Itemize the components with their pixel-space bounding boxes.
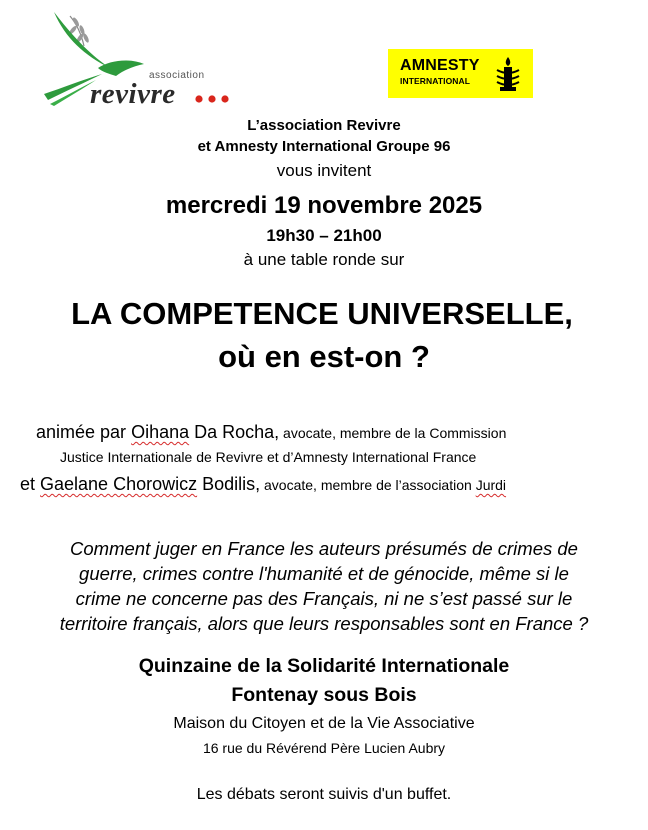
speaker1-first-name: Oihana <box>131 422 190 442</box>
revivre-logo <box>40 8 240 108</box>
question-line-4: territoire français, alors que leurs responsables sont en France ? <box>59 613 589 634</box>
revivre-dots-icon <box>194 94 236 104</box>
question-line-3: crime ne concerne pas des Français, ni ne s’est passé sur le <box>75 588 573 609</box>
speaker-line-1 <box>36 422 506 443</box>
speaker-line-2: Justice Internationale de Revivre et d’Amnesty International France <box>60 449 477 465</box>
speaker2-name: Gaelane Chorowicz <box>40 474 198 494</box>
speaker2-role: avocate, membre de l’association <box>260 477 476 493</box>
question-line-2: guerre, crimes contre l'humanité et de génocide, même si le <box>79 563 569 584</box>
invite-text: vous invitent <box>276 161 372 180</box>
event-date: mercredi 19 novembre 2025 <box>165 192 483 219</box>
round-table-text: à une table ronde sur <box>243 250 405 269</box>
host-line-2: et Amnesty International Groupe 96 <box>197 138 451 155</box>
buffet-note: Les débats seront suivis d'un buffet. <box>196 786 452 803</box>
host-line-1: L’association Revivre <box>247 117 401 134</box>
speaker2-org: Jurdi <box>475 477 507 493</box>
revivre-small-text: association <box>149 70 205 81</box>
speaker1-last-name: Da Rocha, <box>189 422 280 442</box>
event-address: 16 rue du Révérend Père Lucien Aubry <box>202 740 446 756</box>
candle-barbed-wire-icon <box>493 56 523 92</box>
event-time: 19h30 – 21h00 <box>266 226 382 245</box>
and-text: et <box>20 474 41 494</box>
event-venue: Maison du Citoyen et de la Vie Associative <box>173 715 475 732</box>
moderated-by-text: animée par <box>36 422 132 442</box>
main-title-line-1: LA COMPETENCE UNIVERSELLE, <box>71 296 573 331</box>
question-line-1: Comment juger en France les auteurs présumés de crimes de <box>70 538 578 559</box>
speaker1-role: avocate, membre de la Commission <box>279 425 507 441</box>
speaker-line-3 <box>20 474 506 495</box>
revivre-wordmark: revivre <box>90 78 176 110</box>
event-city: Fontenay sous Bois <box>231 684 417 706</box>
amnesty-name: AMNESTY <box>400 57 480 74</box>
amnesty-subname: INTERNATIONAL <box>400 76 471 86</box>
amnesty-logo <box>388 49 533 98</box>
event-series: Quinzaine de la Solidarité Internationale <box>138 655 510 677</box>
speaker2-last-name: Bodilis, <box>197 474 261 494</box>
main-title-line-2: où en est-on ? <box>218 339 430 374</box>
